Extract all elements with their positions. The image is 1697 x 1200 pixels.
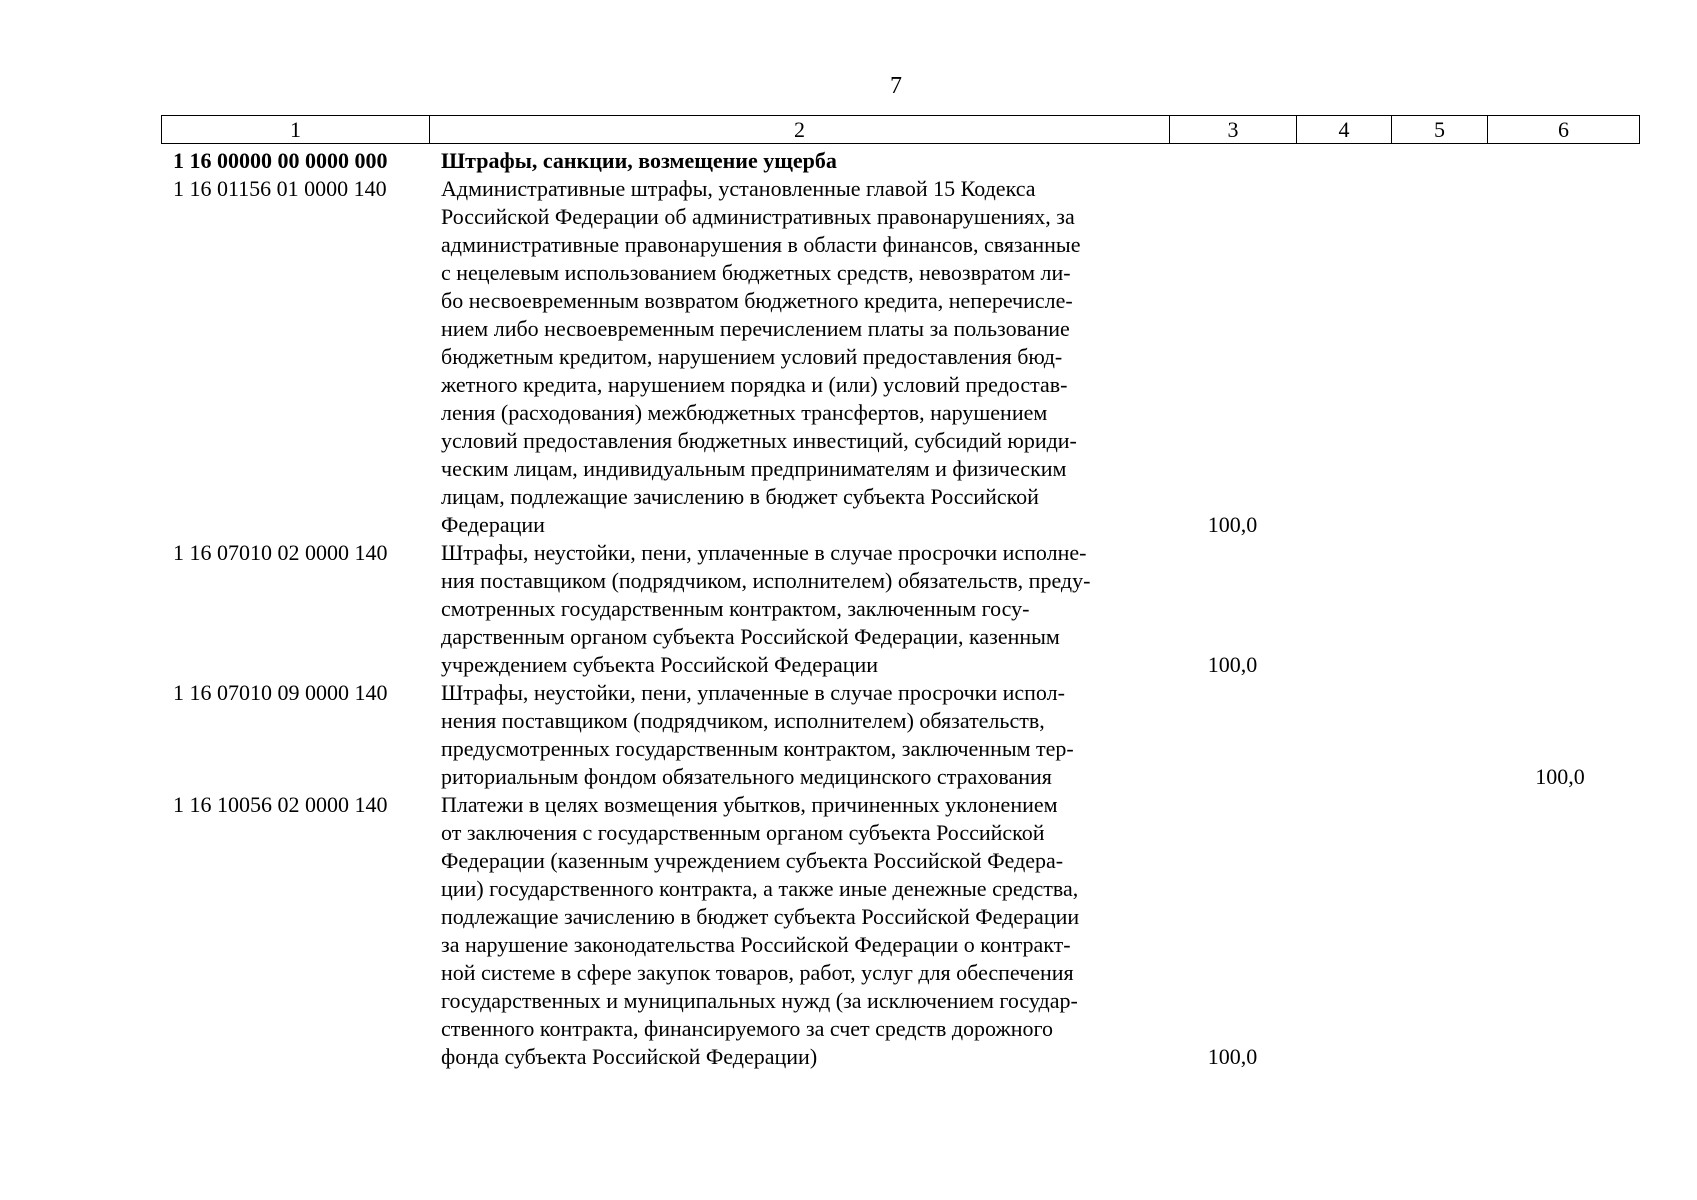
value-col5: [1391, 791, 1487, 1071]
income-code: 1 16 00000 00 0000 000: [173, 148, 388, 173]
value-col5: [1391, 147, 1487, 175]
income-code: 1 16 10056 02 0000 140: [173, 792, 388, 817]
value-col5: [1391, 679, 1487, 791]
table-body: [161, 147, 1633, 1071]
value-col3: 100,0: [1207, 1044, 1258, 1069]
description-line: ции) государственного контракта, а также иные денежные средства,: [441, 876, 1079, 901]
description-line: Федерации (казенным учреждением субъекта Российской Федера-: [441, 848, 1064, 873]
column-number-row: [162, 116, 1640, 144]
value-col6: 100,0: [1535, 764, 1585, 789]
description-line: ной системе в сфере закупок товаров, работ, услуг для обеспечения: [441, 960, 1074, 985]
value-col4: [1296, 539, 1391, 679]
description-line: ческим лицам, индивидуальным предпринимателям и физическим: [441, 456, 1067, 481]
value-col4: [1296, 791, 1391, 1071]
description-line: нения поставщиком (подрядчиком, исполнителем) обязательств,: [441, 708, 1045, 733]
description-line: ления (расходования) межбюджетных трансфертов, нарушением: [441, 400, 1048, 425]
description-line: смотренных государственным контрактом, заключенным госу-: [441, 596, 1030, 621]
description-line: административные правонарушения в области финансов, связанные: [441, 232, 1081, 257]
description-line: нием либо несвоевременным перечислением платы за пользование: [441, 316, 1070, 341]
column-header-4: 4: [1297, 116, 1392, 144]
income-code: 1 16 07010 02 0000 140: [173, 540, 388, 565]
description-line: жетного кредита, нарушением порядка и (или) условий предостав-: [441, 372, 1068, 397]
value-col4: [1296, 147, 1391, 175]
description-line: Платежи в целях возмещения убытков, причиненных уклонением: [441, 792, 1058, 817]
description-line: бо несвоевременным возвратом бюджетного кредита, неперечисле-: [441, 288, 1073, 313]
column-header-3: 3: [1170, 116, 1297, 144]
column-header-1: 1: [162, 116, 430, 144]
table-row: [161, 147, 1633, 175]
value-col4: [1296, 679, 1391, 791]
column-header-5: 5: [1392, 116, 1488, 144]
description-line: Штрафы, неустойки, пени, уплаченные в случае просрочки исполне-: [441, 540, 1087, 565]
description-line: Российской Федерации об административных правонарушениях, за: [441, 204, 1075, 229]
description-line: Штрафы, санкции, возмещение ущерба: [441, 148, 837, 173]
description-line: государственных и муниципальных нужд (за исключением государ-: [441, 988, 1078, 1013]
description-line: Административные штрафы, установленные главой 15 Кодекса: [441, 176, 1036, 201]
column-header-table: [161, 115, 1640, 144]
table-row: [161, 679, 1633, 791]
description-line: условий предоставления бюджетных инвестиций, субсидий юриди-: [441, 428, 1077, 453]
description-line: ния поставщиком (подрядчиком, исполнителем) обязательств, преду-: [441, 568, 1091, 593]
description-line: подлежащие зачислению в бюджет субъекта Российской Федерации: [441, 904, 1080, 929]
income-description: [429, 539, 1169, 679]
income-description: [429, 791, 1169, 1071]
description-line: ственного контракта, финансируемого за счет средств дорожного: [441, 1016, 1053, 1041]
description-line: от заключения с государственным органом субъекта Российской: [441, 820, 1045, 845]
description-line: с нецелевым использованием бюджетных средств, невозвратом ли-: [441, 260, 1071, 285]
income-code: 1 16 01156 01 0000 140: [173, 176, 387, 201]
table-row: [161, 539, 1633, 679]
income-code: 1 16 07010 09 0000 140: [173, 680, 388, 705]
page-number: 7: [890, 73, 902, 99]
income-description: [429, 679, 1169, 791]
description-line: лицам, подлежащие зачислению в бюджет субъекта Российской: [441, 484, 1039, 509]
value-col6: [1487, 175, 1633, 539]
income-description: [429, 175, 1169, 539]
column-header-2: 2: [430, 116, 1170, 144]
table-row: [161, 175, 1633, 539]
value-col3: 100,0: [1207, 512, 1258, 537]
income-description: [429, 147, 1169, 175]
value-col6: [1487, 539, 1633, 679]
value-col3: 100,0: [1207, 652, 1258, 677]
description-line: учреждением субъекта Российской Федерации: [441, 652, 879, 677]
value-col5: [1391, 539, 1487, 679]
description-line: Штрафы, неустойки, пени, уплаченные в случае просрочки испол-: [441, 680, 1065, 705]
table-row: [161, 791, 1633, 1071]
description-line: Федерации: [441, 512, 545, 537]
description-line: фонда субъекта Российской Федерации): [441, 1044, 818, 1069]
column-header-6: 6: [1488, 116, 1640, 144]
value-col5: [1391, 175, 1487, 539]
description-line: риториальным фондом обязательного медицинского страхования: [441, 764, 1052, 789]
description-line: дарственным органом субъекта Российской Федерации, казенным: [441, 624, 1060, 649]
value-col4: [1296, 175, 1391, 539]
value-col6: [1487, 147, 1633, 175]
description-line: предусмотренных государственным контрактом, заключенным тер-: [441, 736, 1074, 761]
description-line: бюджетным кредитом, нарушением условий предоставления бюд-: [441, 344, 1063, 369]
value-col3: [1169, 147, 1296, 175]
value-col3: [1169, 679, 1296, 791]
description-line: за нарушение законодательства Российской Федерации о контракт-: [441, 932, 1071, 957]
value-col6: [1487, 791, 1633, 1071]
